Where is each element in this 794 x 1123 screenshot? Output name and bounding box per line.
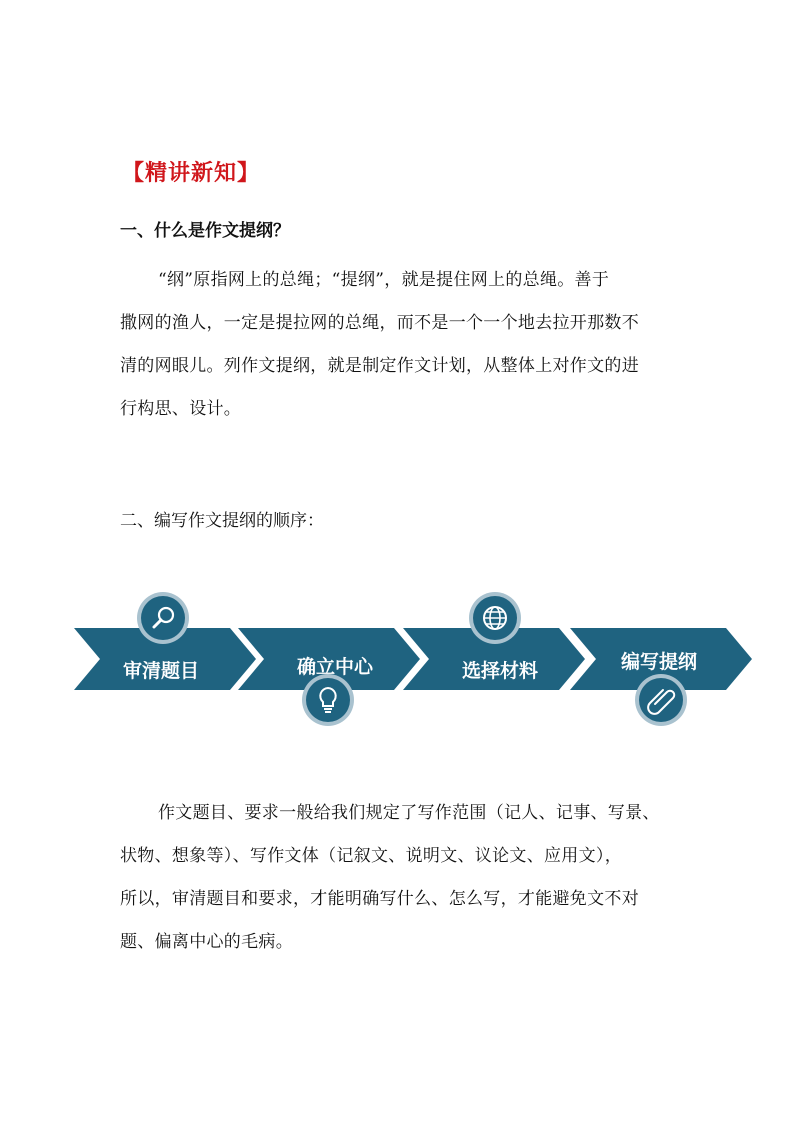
globe-icon: [469, 592, 521, 644]
process-flow-diagram: [0, 590, 794, 740]
flow-step-label: 确立中心: [297, 656, 374, 678]
flow-step-label: 编写提纲: [621, 651, 698, 673]
paragraph-line: 行构思、设计。: [120, 399, 242, 419]
paragraph-outline-definition: [120, 259, 686, 431]
paragraph-line: 状物、想象等）、写作文体（记叙文、说明文、议论文、应用文），: [120, 846, 622, 866]
paragraph-line: 所以，审清题目和要求，才能明确写什么、怎么写，才能避免文不对: [120, 889, 639, 909]
flow-step-label: 选择材料: [462, 660, 539, 682]
paragraph-line: 撒网的渔人，一定是提拉网的总绳，而不是一个一个地去拉开那数不: [120, 313, 639, 333]
paperclip-icon: [635, 674, 687, 726]
paragraph-line: 清的网眼儿。列作文提纲，就是制定作文计划，从整体上对作文的进: [120, 356, 639, 376]
paragraph-line: “纲”原指网上的总绳；“提纲”，就是提住网上的总绳。善于: [158, 270, 610, 290]
section-title: 【精讲新知】: [122, 160, 261, 186]
flow-step-label: 审清题目: [123, 660, 200, 682]
lightbulb-icon: [302, 674, 354, 726]
heading-what-is-outline: 一、什么是作文提纲？: [120, 221, 290, 241]
paragraph-review-topic: [120, 792, 686, 964]
paragraph-line: 作文题目、要求一般给我们规定了写作范围（记人、记事、写景、: [158, 803, 660, 823]
paragraph-line: 题、偏离中心的毛病。: [120, 932, 293, 952]
search-icon: [137, 592, 189, 644]
heading-outline-order: 二、编写作文提纲的顺序：: [120, 511, 324, 531]
